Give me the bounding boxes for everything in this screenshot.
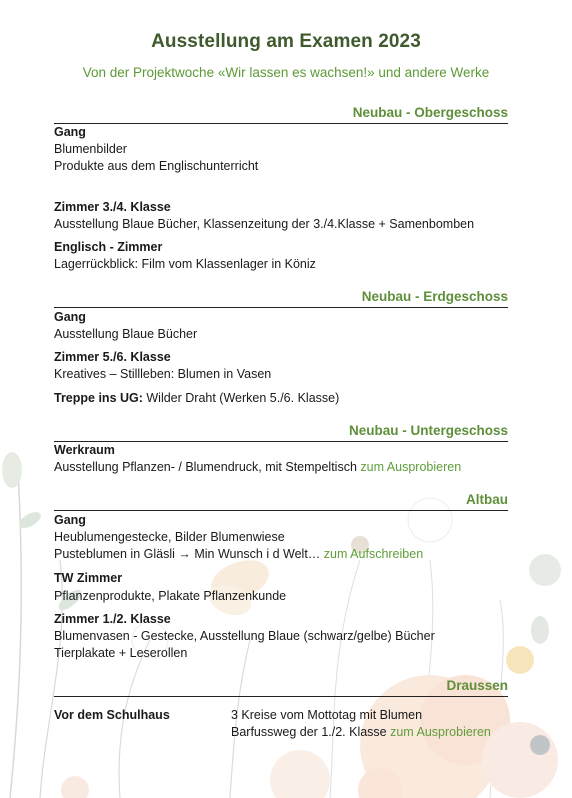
room-label-gang: Gang <box>54 513 86 527</box>
page-subtitle: Von der Projektwoche «Wir lassen es wachsen!» und andere Werke <box>82 65 490 80</box>
room-line-werkraum <box>54 459 461 475</box>
room-label-englisch-zimmer: Englisch - Zimmer <box>54 240 163 254</box>
room-line-barfussweg <box>231 724 491 740</box>
location-label-vor-dem-schulhaus: Vor dem Schulhaus <box>54 708 170 722</box>
room-item: Produkte aus dem Englischunterricht <box>54 159 259 173</box>
room-line-treppe <box>54 390 339 406</box>
room-label-zimmer-3-4: Zimmer 3./4. Klasse <box>54 200 171 214</box>
room-label-gang: Gang <box>54 125 86 139</box>
room-item: Ausstellung Blaue Bücher, Klassenzeitung der 3./4.Klasse + Samenbomben <box>54 217 475 231</box>
room-label-tw-zimmer: TW Zimmer <box>54 571 123 585</box>
room-item: Pflanzenprodukte, Plakate Pflanzenkunde <box>54 589 287 603</box>
room-item: Tierplakate + Leserollen <box>54 646 188 660</box>
room-line-pusteblumen <box>54 546 423 562</box>
room-label-zimmer-1-2: Zimmer 1./2. Klasse <box>54 612 171 626</box>
room-item: Heublumengestecke, Bilder Blumenwiese <box>54 530 285 544</box>
room-label-gang: Gang <box>54 310 86 324</box>
room-item: 3 Kreise vom Mottotag mit Blumen <box>231 708 423 722</box>
section-heading-altbau: Altbau <box>54 493 508 511</box>
room-item: Blumenvasen - Gestecke, Ausstellung Blaue (schwarz/gelbe) Bücher <box>54 629 435 643</box>
highlight-text: zum Ausprobieren <box>360 460 462 474</box>
page-title: Ausstellung am Examen 2023 <box>151 31 421 52</box>
room-item: Pusteblumen in Gläsli → Min Wunsch i d Welt… <box>54 547 324 561</box>
highlight-text: zum Ausprobieren <box>390 725 491 739</box>
room-label-werkraum: Werkraum <box>54 443 115 457</box>
room-item: Ausstellung Blaue Bücher <box>54 327 198 341</box>
room-item: Barfussweg der 1./2. Klasse <box>231 725 391 739</box>
section-heading-neubau-erdgeschoss: Neubau - Erdgeschoss <box>54 290 508 308</box>
section-heading-neubau-untergeschoss: Neubau - Untergeschoss <box>54 424 508 442</box>
room-label-zimmer-5-6: Zimmer 5./6. Klasse <box>54 350 171 364</box>
room-item: Lagerrückblick: Film vom Klassenlager in Köniz <box>54 257 316 271</box>
section-heading-neubau-obergeschoss: Neubau - Obergeschoss <box>54 106 508 124</box>
section-heading-draussen: Draussen <box>54 679 508 697</box>
room-label-treppe: Treppe ins UG: <box>54 391 143 405</box>
room-item: Ausstellung Pflanzen- / Blumendruck, mit Stempeltisch <box>54 460 361 474</box>
room-item: Kreatives – Stillleben: Blumen in Vasen <box>54 367 272 381</box>
highlight-text: zum Aufschreiben <box>323 547 424 561</box>
room-item: Blumenbilder <box>54 142 127 156</box>
room-item: Wilder Draht (Werken 5./6. Klasse) <box>142 391 340 405</box>
